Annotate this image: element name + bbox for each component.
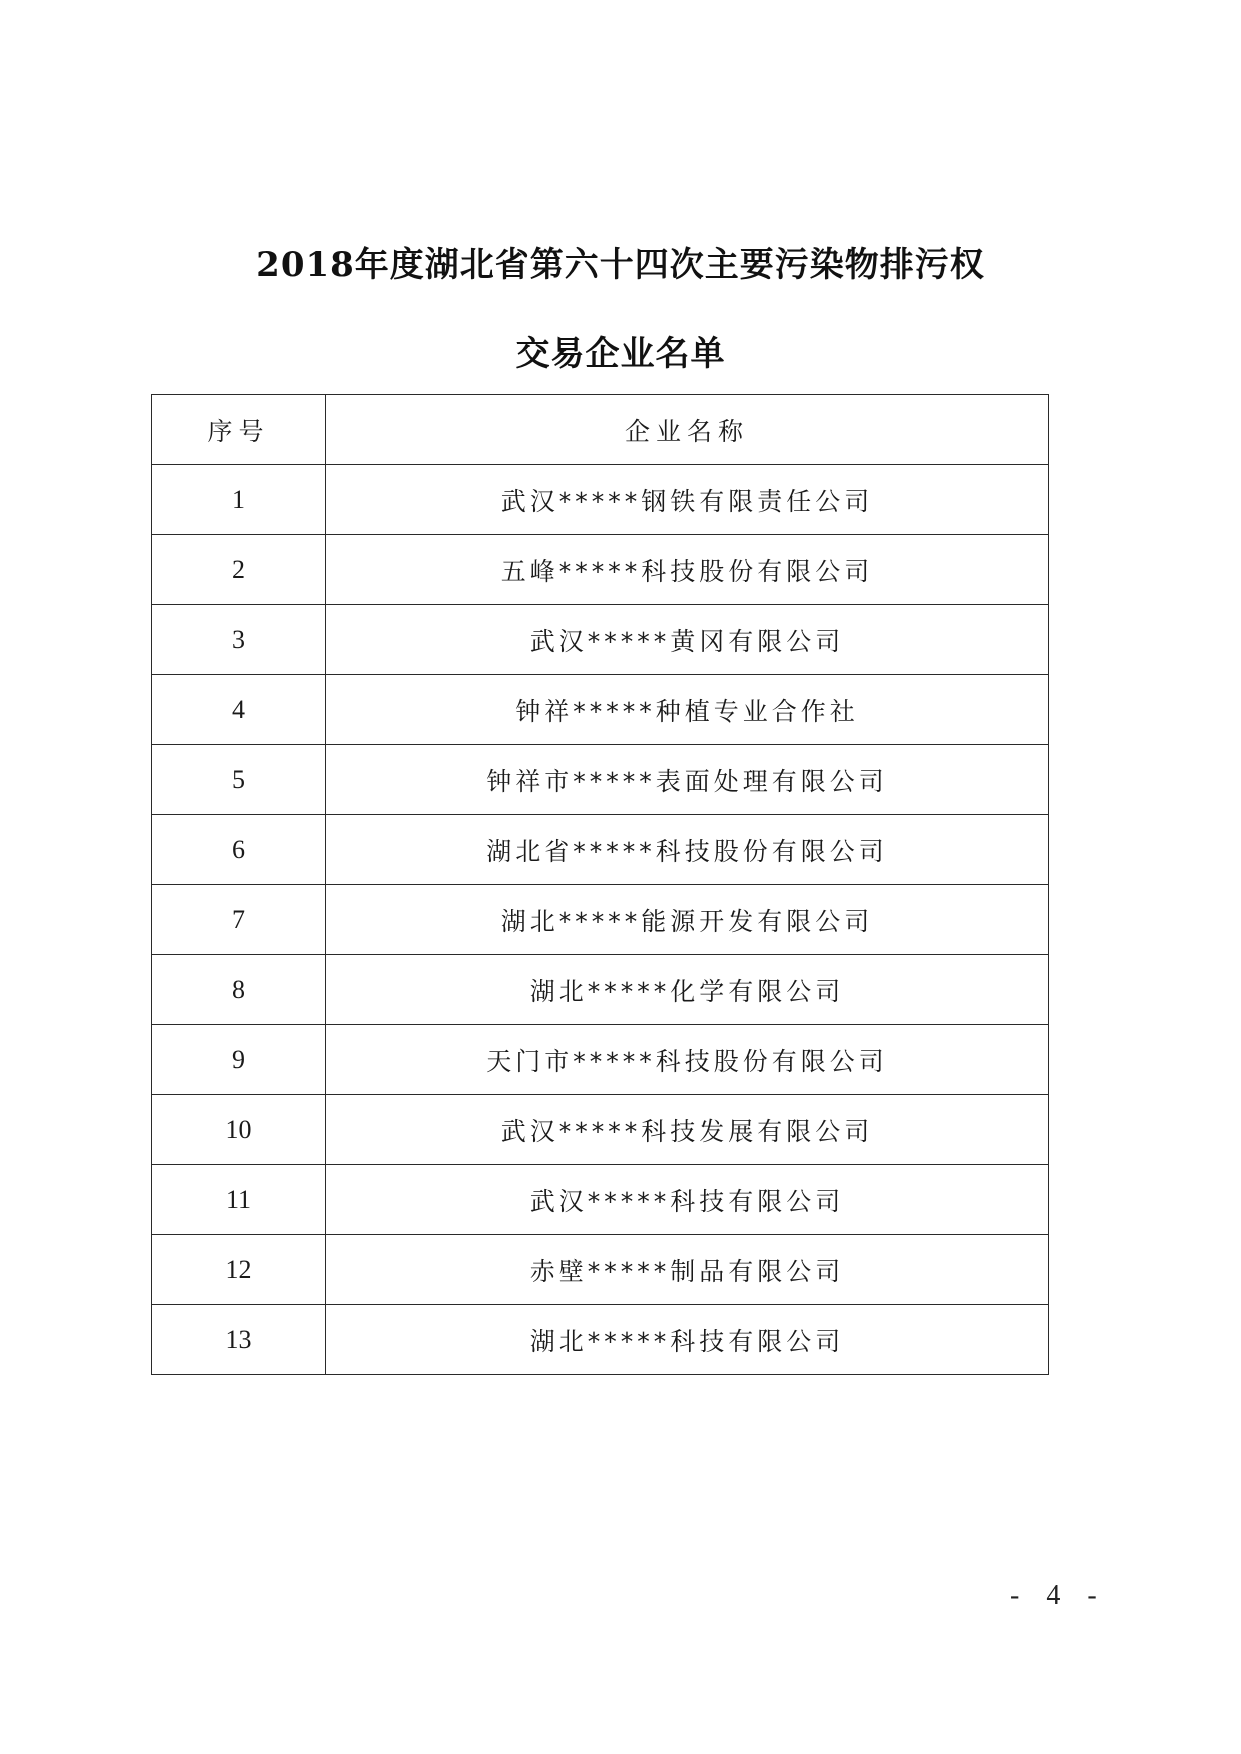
row-number: 7 — [152, 885, 326, 955]
row-number: 11 — [152, 1165, 326, 1235]
row-number: 9 — [152, 1025, 326, 1095]
row-number: 3 — [152, 605, 326, 675]
header-enterprise-name: 企业名称 — [326, 395, 1049, 465]
table-row — [152, 1165, 1049, 1235]
table-row — [152, 885, 1049, 955]
table-row — [152, 1305, 1049, 1375]
enterprise-name: 武汉*****黄冈有限公司 — [326, 605, 1049, 675]
row-number: 10 — [152, 1095, 326, 1165]
row-number: 13 — [152, 1305, 326, 1375]
page-number: - 4 - — [1010, 1580, 1107, 1611]
enterprise-name: 湖北*****能源开发有限公司 — [326, 885, 1049, 955]
table-row — [152, 535, 1049, 605]
enterprise-name: 钟祥市*****表面处理有限公司 — [326, 745, 1049, 815]
row-number: 2 — [152, 535, 326, 605]
enterprise-name: 五峰*****科技股份有限公司 — [326, 535, 1049, 605]
document-title-line-2: 交易企业名单 — [515, 334, 726, 374]
table-header-row — [152, 395, 1049, 465]
row-number: 8 — [152, 955, 326, 1025]
document-title-line-1: 2018年度湖北省第六十四次主要污染物排污权 — [256, 245, 985, 285]
enterprise-name: 钟祥*****种植专业合作社 — [326, 675, 1049, 745]
row-number: 6 — [152, 815, 326, 885]
enterprise-name: 湖北*****化学有限公司 — [326, 955, 1049, 1025]
enterprise-table — [151, 394, 1049, 1375]
enterprise-name: 天门市*****科技股份有限公司 — [326, 1025, 1049, 1095]
table-row — [152, 1235, 1049, 1305]
enterprise-name: 赤壁*****制品有限公司 — [326, 1235, 1049, 1305]
table-row — [152, 745, 1049, 815]
row-number: 5 — [152, 745, 326, 815]
enterprise-name: 湖北省*****科技股份有限公司 — [326, 815, 1049, 885]
enterprise-name: 武汉*****科技有限公司 — [326, 1165, 1049, 1235]
row-number: 1 — [152, 465, 326, 535]
row-number: 4 — [152, 675, 326, 745]
table-row — [152, 815, 1049, 885]
table-row — [152, 1025, 1049, 1095]
table-row — [152, 1095, 1049, 1165]
table-row — [152, 465, 1049, 535]
table-row — [152, 605, 1049, 675]
table-row — [152, 955, 1049, 1025]
enterprise-name: 武汉*****钢铁有限责任公司 — [326, 465, 1049, 535]
row-number: 12 — [152, 1235, 326, 1305]
enterprise-name: 武汉*****科技发展有限公司 — [326, 1095, 1049, 1165]
table-row — [152, 675, 1049, 745]
enterprise-name: 湖北*****科技有限公司 — [326, 1305, 1049, 1375]
header-serial-number: 序号 — [152, 395, 326, 465]
